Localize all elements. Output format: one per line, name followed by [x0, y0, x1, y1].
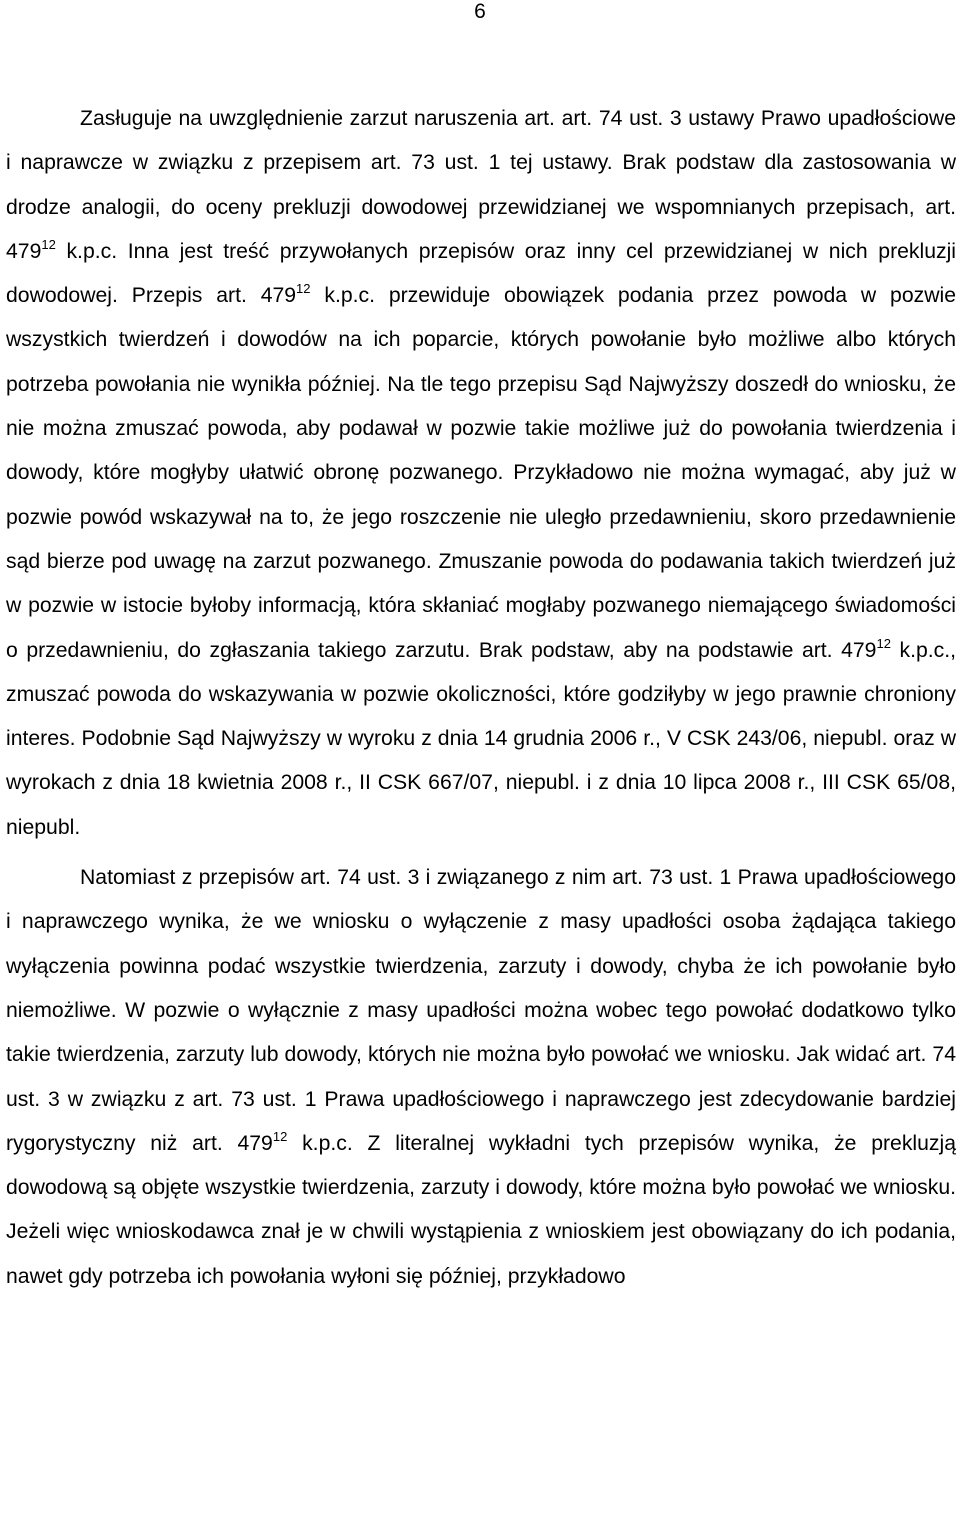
page-number: 6	[474, 0, 486, 23]
text-run: k.p.c. Z literalnej wykładni tych przepisów wynika, że prekluzją dowodową są objęte wszystkie twierdzenia, zarzuty i dowody, które można było powołać we wniosku. Jeżeli więc wnioskodawca znał je w chwili wystąpienia z wnioskiem jest obowiązany do ich podania, nawet gdy potrzeba ich powołania wyłoni się później, przykładowo	[6, 1131, 956, 1288]
text-run: k.p.c. Inna jest treść przywołanych przepisów oraz inny cel przewidzianej w nich prekluzji dowodowej. Przepis art. 479	[6, 239, 956, 308]
superscript: 12	[41, 236, 56, 252]
text-run: k.p.c. przewiduje obowiązek podania przez powoda w pozwie wszystkich twierdzeń i dowodów na ich poparcie, których powołanie było możliwe albo których potrzeba powołania nie wynikła później. Na tle tego przepisu Sąd Najwyższy doszedł do wniosku, że nie można zmuszać powoda, aby podawał w pozwie takie możliwe już do powołania twierdzenia i dowody, które mogłyby ułatwić obronę pozwanego. Przykładowo nie można wymagać, aby już w pozwie powód wskazywał na to, że jego roszczenie nie uległo przedawnieniu, skoro przedawnienie sąd bierze pod uwagę na zarzut pozwanego. Zmuszanie powoda do podawania takich twierdzeń już w pozwie w istocie byłoby informacją, która skłaniać mogłaby pozwanego niemającego świadomości o przedawnieniu, do zgłaszania takiego zarzutu. Brak podstaw, aby na podstawie art. 479	[6, 284, 956, 662]
superscript: 12	[876, 635, 891, 651]
superscript: 12	[296, 281, 311, 297]
text-run: Zasługuje na uwzględnienie zarzut naruszenia art. art. 74 ust. 3 ustawy Prawo upadłościowe i naprawcze w związku z przepisem art. 73 ust. 1 tej ustawy. Brak podstaw dla zastosowania w drodze analogii, do oceny prekluzji dowodowej przewidzianej we wspomnianych przepisach, art. 479	[6, 107, 956, 263]
document-body	[6, 97, 956, 1299]
paragraph-2	[6, 856, 956, 1299]
text-run: Natomiast z przepisów art. 74 ust. 3 i związanego z nim art. 73 ust. 1 Prawa upadłościowego i naprawczego wynika, że we wniosku o wyłączenie z masy upadłości osoba żądająca takiego wyłączenia powinna podać wszystkie twierdzenia, zarzuty i dowody, chyba że ich powołanie było niemożliwe. W pozwie o wyłącznie z masy upadłości można wobec tego powołać dodatkowo tylko takie twierdzenia, zarzuty lub dowody, których nie można było powołać we wniosku. Jak widać art. 74 ust. 3 w związku z art. 73 ust. 1 Prawa upadłościowego i naprawczego jest zdecydowanie bardziej rygorystyczny niż art. 479	[6, 866, 956, 1155]
text-run: k.p.c., zmuszać powoda do wskazywania w pozwie okoliczności, które godziłyby w jego prawnie chroniony interes. Podobnie Sąd Najwyższy w wyroku z dnia 14 grudnia 2006 r., V CSK 243/06, niepubl. oraz w wyrokach z dnia 18 kwietnia 2008 r., II CSK 667/07, niepubl. i z dnia 10 lipca 2008 r., III CSK 65/08, niepubl.	[6, 638, 956, 839]
superscript: 12	[272, 1128, 288, 1144]
paragraph-1	[6, 97, 956, 850]
